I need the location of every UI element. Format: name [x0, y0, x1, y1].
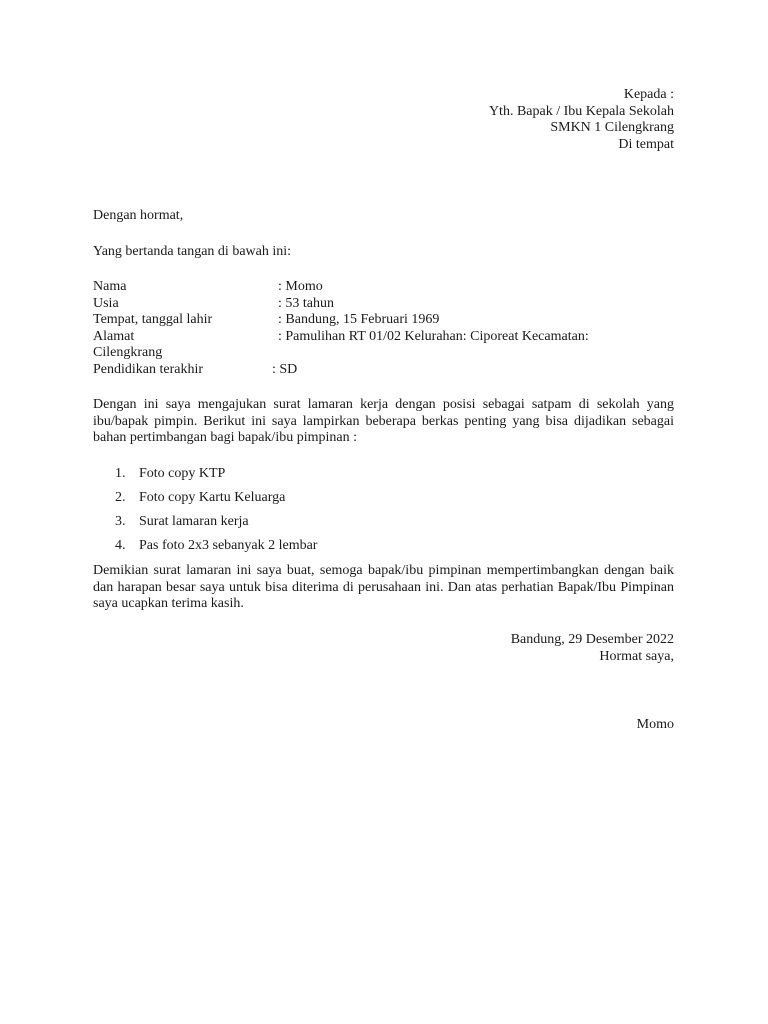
- identity-value: : SD: [272, 361, 298, 377]
- list-item: [93, 538, 674, 562]
- identity-value: : Bandung, 15 Februari 1969: [278, 312, 440, 327]
- recipient-line-kepada: Kepada :: [623, 87, 674, 102]
- list-item-number: 3.: [115, 514, 126, 529]
- list-item-number: 4.: [115, 538, 126, 553]
- identity-row-age: [93, 296, 674, 313]
- recipient-line-place: Di tempat: [618, 136, 674, 152]
- intro-text: Yang bertanda tangan di bawah ini:: [93, 244, 292, 259]
- signature-name: Momo: [636, 717, 674, 732]
- identity-label: Pendidikan terakhir: [93, 361, 204, 377]
- identity-value: : Momo: [278, 279, 323, 294]
- identity-row-education: [93, 362, 674, 379]
- list-item-number: 2.: [115, 490, 126, 505]
- list-item-number: 1.: [115, 466, 126, 481]
- list-item-text: Pas foto 2x3 sebanyak 2 lembar: [139, 538, 318, 553]
- body-paragraph-application: Dengan ini saya mengajukan surat lamaran kerja dengan posisi sebagai satpam di sekolah yang ibu/bapak pimpin. Berikut ini saya lampirkan beberapa berkas penting yang bisa dijadikan sebagai bahan pertimbangan bagi bapak/ibu pimpinan :: [93, 397, 674, 445]
- identity-row-address: [93, 329, 674, 346]
- closing-regards: Hormat saya,: [599, 648, 674, 664]
- list-item-text: Surat lamaran kerja: [139, 514, 249, 529]
- closing-place-date: Bandung, 29 Desember 2022: [510, 632, 674, 647]
- recipient-line-school: SMKN 1 Cilengkrang: [550, 120, 674, 135]
- identity-label: Nama: [93, 279, 127, 294]
- identity-value: : Pamulihan RT 01/02 Kelurahan: Ciporeat Kecamatan:: [278, 328, 589, 344]
- identity-row-birth: [93, 312, 674, 329]
- body-paragraph-closing: Demikian surat lamaran ini saya buat, semoga bapak/ibu pimpinan mempertimbangkan dengan baik dan harapan besar saya untuk bisa diterima di perusahaan ini. Dan atas perhatian Bapak/Ibu Pimpinan saya ucapkan terima kasih.: [93, 563, 674, 611]
- identity-block: [93, 279, 674, 378]
- closing-block: [511, 632, 674, 665]
- salutation: Dengan hormat,: [93, 208, 184, 223]
- list-item: [93, 466, 674, 490]
- identity-label: Usia: [93, 295, 119, 311]
- list-item: [93, 490, 674, 514]
- attachment-list: [93, 466, 674, 562]
- identity-address-continuation: Cilengkrang: [93, 345, 163, 360]
- list-item: [93, 514, 674, 538]
- list-item-text: Foto copy Kartu Keluarga: [139, 490, 286, 505]
- identity-label: Tempat, tanggal lahir: [93, 312, 213, 327]
- recipient-address: [489, 87, 674, 153]
- identity-label: Alamat: [93, 328, 135, 344]
- identity-row-name: [93, 279, 674, 296]
- recipient-line-title: Yth. Bapak / Ibu Kepala Sekolah: [488, 103, 674, 119]
- identity-value: : 53 tahun: [278, 295, 334, 311]
- list-item-text: Foto copy KTP: [139, 466, 226, 481]
